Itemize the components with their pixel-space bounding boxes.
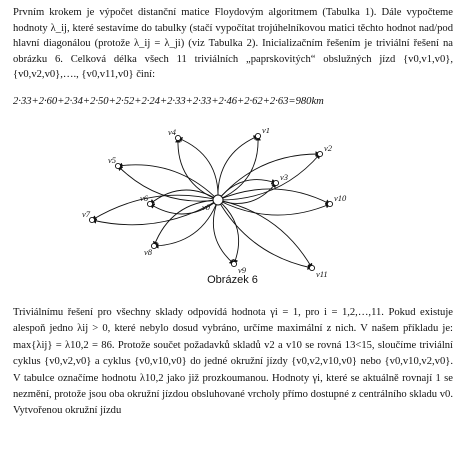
edge-v10 (218, 189, 330, 204)
node-label-v7: v7 (82, 209, 91, 219)
edge-v10 (218, 200, 330, 215)
node-label-v10: v10 (334, 193, 347, 203)
edge-v4 (178, 138, 218, 200)
node-v10 (327, 201, 332, 206)
node-v11 (309, 265, 314, 270)
edge-v4 (178, 138, 218, 200)
node-label-v4: v4 (168, 128, 177, 137)
edge-v9 (218, 200, 239, 264)
node-v8 (151, 243, 156, 248)
edge-v2 (218, 154, 320, 200)
total-length-equation: 2·33+2·60+2·34+2·50+2·52+2·24+2·33+2·33+2·46+2·62+2·63=980km (13, 96, 324, 107)
node-v6 (147, 201, 152, 206)
node-v2 (317, 151, 322, 156)
node-label-v5: v5 (108, 155, 117, 165)
edge-v3 (218, 183, 276, 203)
paragraph-intro: Prvním krokem je výpočet distanční matice Floydovým algoritmem (Tabulka 1). Dále vypočteme hodnoty λ_ij, které sestavíme do tabulky (stačí vypočítat trojúhelníkovou matici těchto hodnot nad/pod hlavní diagonálou (protože λ_ij = λ_ji) (viz Tabulka 2). Inicializačním řešením je triviální řešení na obrázku 6. Celková délka všech 11 triviálních „paprskovitých“ obslužných jízd {v0,v1,v0}, {v0,v2,v0},…., {v0,v11,v0} činí: (13, 7, 453, 81)
node-v3 (273, 180, 278, 185)
node-label-v6: v6 (140, 193, 149, 203)
node-label-v2: v2 (324, 143, 333, 153)
edge-v7 (92, 195, 218, 220)
node-label-v3: v3 (280, 172, 289, 182)
paragraph-solution: Triviálnímu řešení pro všechny sklady odpovídá hodnota γi = 1, pro i = 1,2,…,11. Pokud existuje alespoň jedno λij > 0, které nebylo dosud vybráno, určíme maximální z nich. V našem příkladu je: max{λij} = λ10,2 = 86. Protože součet požadavků skladů v2 a v10 se rovná 13<15, sloučíme triviální cyklus {v0,v2,v0} a cyklus {v0,v10,v0} do jedné okružní jízdy {v0,v2,v10,v0} nebo {v0,v10,v2,v0}. V tabulce označíme hodnotu λ10,2 jako již prozkoumanou. Hodnoty γi, které se aktuálně rovnají 1 se nezmění, protože jsou oba okružní jízdou obsluhované vrcholy přímo dostupné z centrálního skladu v0. Vytvořenou okružní jízdu (13, 307, 453, 417)
edge-v7 (92, 200, 218, 225)
edge-v2 (218, 154, 320, 200)
node-v5 (115, 163, 120, 168)
node-label-v1: v1 (262, 128, 271, 135)
node-v1 (255, 133, 260, 138)
edge-v11 (218, 200, 312, 268)
figure-star-graph (80, 128, 370, 278)
node-label-v8: v8 (144, 247, 153, 257)
edge-v11 (218, 200, 312, 268)
node-label-v11: v11 (316, 269, 328, 278)
edge-v5 (118, 165, 218, 200)
figure-caption: Obrázek 6 (207, 274, 258, 286)
node-v4 (175, 135, 180, 140)
node-v9 (231, 261, 236, 266)
node-v0 (213, 195, 223, 205)
node-v7 (89, 217, 94, 222)
node-label-v9: v9 (238, 265, 247, 275)
node-label-v0: v0 (202, 202, 211, 212)
